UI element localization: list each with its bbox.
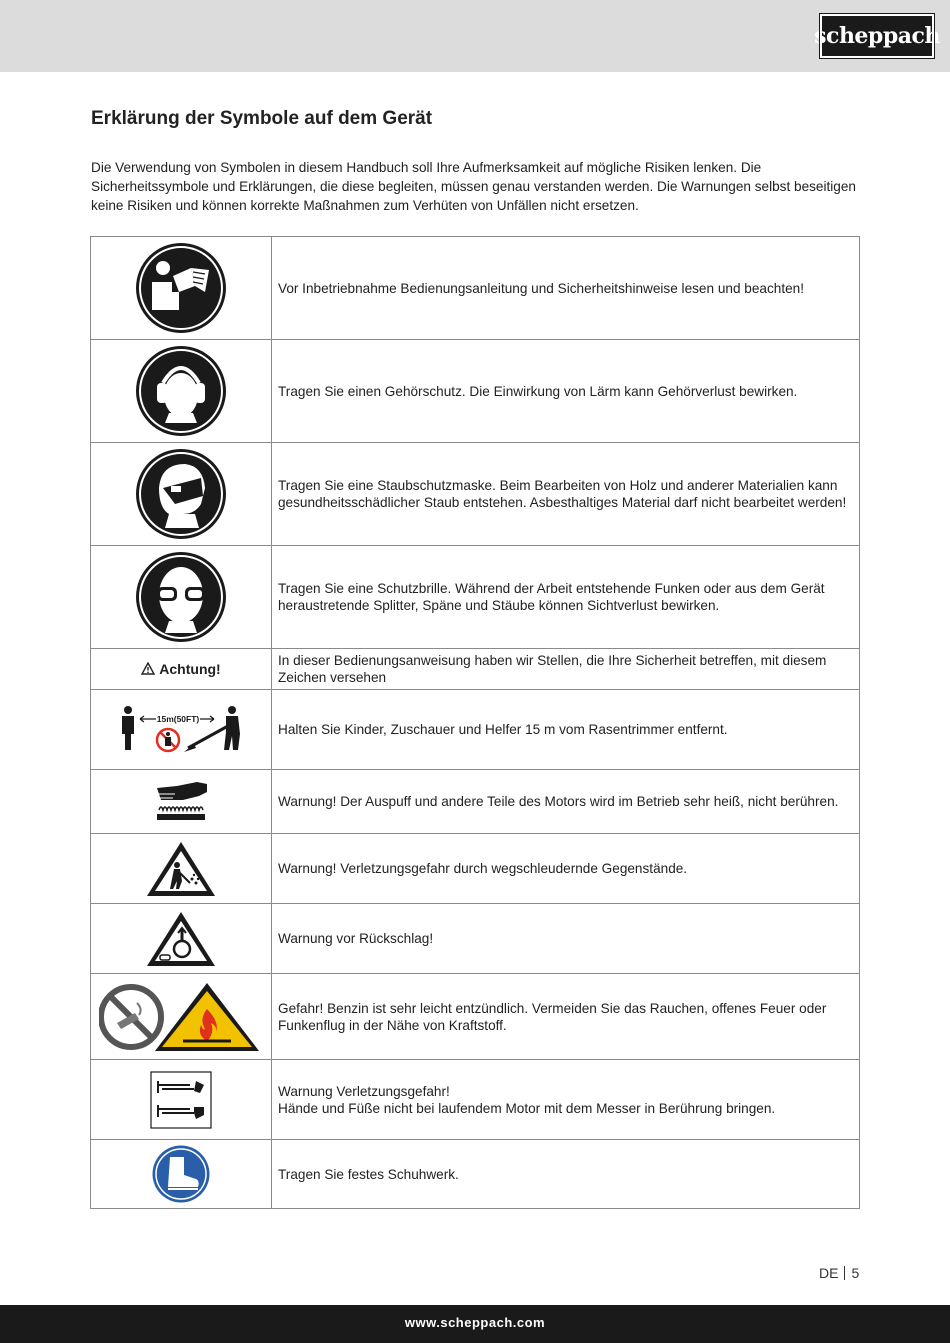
symbol-description: Tragen Sie einen Gehörschutz. Die Einwirkung von Lärm kann Gehörverlust bewirken. [272,340,860,443]
symbol-cell [91,649,272,690]
page-number [819,1265,859,1281]
symbol-cell [91,443,272,546]
symbol-cell [91,690,272,770]
symbol-cell [91,904,272,974]
symbol-description: Tragen Sie festes Schuhwerk. [272,1140,860,1209]
table-row [91,1140,860,1209]
symbol-description: Warnung! Der Auspuff und andere Teile des Motors wird im Betrieb sehr heiß, nicht berühren. [272,770,860,834]
safety-goggles-icon [135,551,227,643]
intro-paragraph: Die Verwendung von Symbolen in diesem Handbuch soll Ihre Aufmerksamkeit auf mögliche Risiken lenken. Die Sicherheitssymbole und Erklärungen, die diese begleiten, müssen genau verstanden werden. Die Warnungen selbst beseitigen keine Risiken und können korrekte Maßnahmen zum Verhüten von Unfällen nicht ersetzen. [91,160,856,213]
symbol-cell [91,546,272,649]
blade-hazard-icon [150,1071,212,1129]
achtung-label: Achtung! [159,661,221,677]
symbol-cell [91,834,272,904]
table-row [91,340,860,443]
kickback-icon [144,909,218,969]
brand-logo: scheppach [820,14,934,58]
page-title: Erklärung der Symbole auf dem Gerät [91,108,433,129]
symbol-description: Tragen Sie eine Schutzbrille. Während der Arbeit entstehende Funken oder aus dem Gerät heraustretende Splitter, Späne und Stäube können Sichtverlust bewirken. [272,546,860,649]
table-row [91,443,860,546]
symbol-cell [91,1060,272,1140]
language-code: DE [819,1265,839,1281]
read-manual-icon [135,242,227,334]
hot-surface-icon [153,780,209,824]
symbol-description: Warnung vor Rückschlag! [272,904,860,974]
symbol-description [272,1060,860,1140]
symbol-cell [91,974,272,1060]
table-row [91,974,860,1060]
header-bar [0,0,950,72]
symbol-description: Warnung! Verletzungsgefahr durch wegschleudernde Gegenstände. [272,834,860,904]
ear-protection-icon [135,345,227,437]
symbol-cell [91,1140,272,1209]
warning-line-2: Hände und Füße nicht bei laufendem Motor mit dem Messer in Berührung bringen. [278,1100,776,1116]
flying-objects-icon [144,839,218,899]
website-link[interactable]: www.scheppach.com [404,1315,546,1330]
warning-triangle-icon [141,662,155,675]
symbol-cell [91,237,272,340]
symbol-description: Gefahr! Benzin ist sehr leicht entzündlich. Vermeiden Sie das Rauchen, offenes Feuer oder Funkenflug in der Nähe von Kraftstoff. [272,974,860,1060]
symbol-cell [91,340,272,443]
symbol-description: Halten Sie Kinder, Zuschauer und Helfer 15 m vom Rasentrimmer entfernt. [272,690,860,770]
symbol-description: Tragen Sie eine Staubschutzmaske. Beim Bearbeiten von Holz und anderer Materialien kann gesundheitsschädlicher Staub entstehen. Asbesthaltiges Material darf nicht bearbeitet werden! [272,443,860,546]
no-smoking-flammable-icon [99,979,263,1055]
table-row [91,237,860,340]
symbol-cell [91,770,272,834]
table-row [91,546,860,649]
symbols-table [90,236,860,1209]
footer-bar [0,1305,950,1343]
divider [844,1266,845,1280]
page-index: 5 [851,1265,860,1281]
safety-boots-icon [152,1145,210,1203]
table-row [91,770,860,834]
table-row [91,690,860,770]
symbol-description: Vor Inbetriebnahme Bedienungsanleitung und Sicherheitshinweise lesen und beachten! [272,237,860,340]
distance-label: 15m(50FT) [156,713,200,724]
warning-line-1: Warnung Verletzungsgefahr! [278,1083,450,1099]
table-row [91,649,860,690]
symbol-description: In dieser Bedienungsanweisung haben wir Stellen, die Ihre Sicherheit betreffen, mit diesem Zeichen versehen [272,649,860,690]
table-row [91,1060,860,1140]
dust-mask-icon [135,448,227,540]
table-row [91,834,860,904]
keep-distance-icon [116,704,246,756]
table-row [91,904,860,974]
